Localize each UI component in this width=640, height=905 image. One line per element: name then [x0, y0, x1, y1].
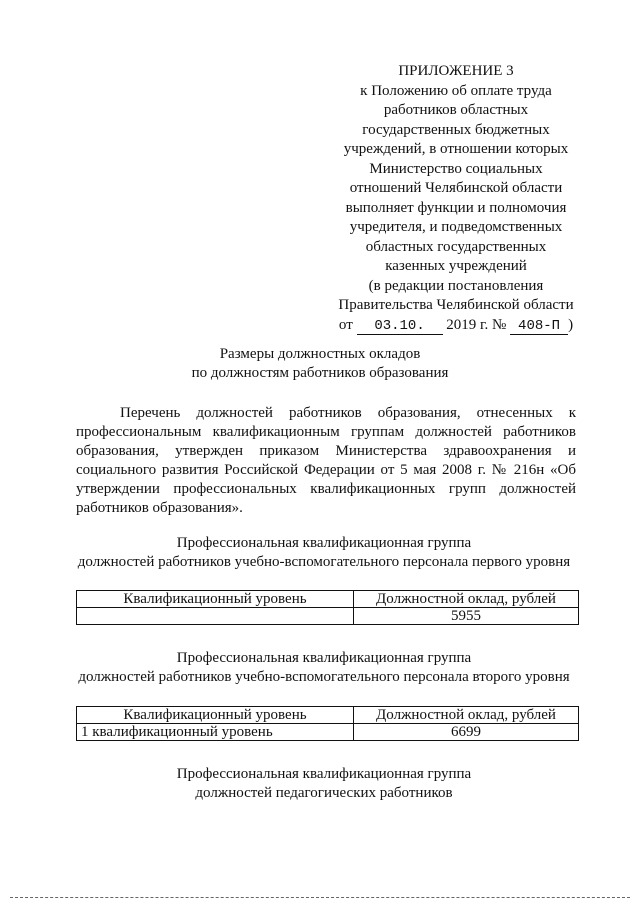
appendix-line: государственных бюджетных — [362, 121, 550, 138]
header-salary: Должностной оклад, рублей — [354, 707, 579, 724]
appendix-line: Правительства Челябинской области — [338, 297, 574, 313]
appendix-line: казенных учреждений — [385, 258, 527, 274]
year-text: 2019 г. № — [446, 316, 507, 333]
appendix-line: отношений Челябинской области — [349, 180, 563, 196]
appendix-line: (в редакции постановления — [368, 277, 544, 294]
group-title-2 — [0, 649, 640, 687]
appendix-line: областных государственных — [365, 238, 547, 255]
date-value: 03.10. — [357, 319, 443, 335]
group-title-line-2: должностей педагогических работников — [195, 785, 453, 801]
group-title-line-2: должностей работников учебно-вспомогательного персонала второго уровня — [78, 669, 570, 685]
cell-qualification-level — [77, 608, 354, 625]
appendix-line: Министерство социальных — [369, 160, 543, 177]
cell-qualification-level: 1 квалификационный уровень — [77, 724, 354, 741]
appendix-header — [328, 62, 584, 335]
cell-salary: 6699 — [354, 724, 579, 741]
appendix-line: к Положению об оплате труда — [360, 82, 552, 99]
appendix-title: ПРИЛОЖЕНИЕ 3 — [398, 63, 514, 79]
title-line-2: по должностям работников образования — [191, 365, 449, 381]
group-title-1 — [0, 534, 640, 572]
appendix-line: работников областных — [383, 102, 529, 118]
closing-paren: ) — [568, 316, 574, 333]
appendix-line: выполняет функции и полномочия — [345, 199, 567, 216]
group-title-line-2: должностей работников учебно-вспомогательного персонала первого уровня — [77, 554, 571, 570]
group-title-line-1: Профессиональная квалификационная группа — [176, 650, 472, 666]
group-title-line-1: Профессиональная квалификационная группа — [176, 535, 472, 551]
resolution-number: 408-П — [510, 319, 568, 335]
header-qualification-level: Квалификационный уровень — [77, 591, 354, 608]
group-title-3 — [0, 765, 640, 803]
appendix-date-line — [328, 316, 584, 336]
document-title — [0, 345, 640, 383]
cell-salary: 5955 — [354, 608, 579, 625]
page-bottom-divider — [10, 897, 630, 898]
appendix-line: учреждений, в отношении которых — [343, 141, 569, 157]
salary-table-1 — [76, 590, 579, 625]
title-line-1: Размеры должностных окладов — [219, 346, 421, 362]
header-qualification-level: Квалификационный уровень — [77, 707, 354, 724]
salary-table-2 — [76, 706, 579, 741]
header-salary: Должностной оклад, рублей — [354, 591, 579, 608]
appendix-line: учредителя, и подведомственных — [349, 219, 563, 235]
group-title-line-1: Профессиональная квалификационная группа — [176, 766, 472, 782]
date-prefix: от — [338, 316, 353, 333]
intro-paragraph: Перечень должностей работников образования, отнесенных к профессиональным квалификационным группам должностей работников образования, утвержден приказом Министерства здравоохранения и социального развития Российской Федерации от 5 мая 2008 г. № 216н «Об утверждении профессиональных квалификационных групп должностей работников образования». — [76, 405, 576, 516]
